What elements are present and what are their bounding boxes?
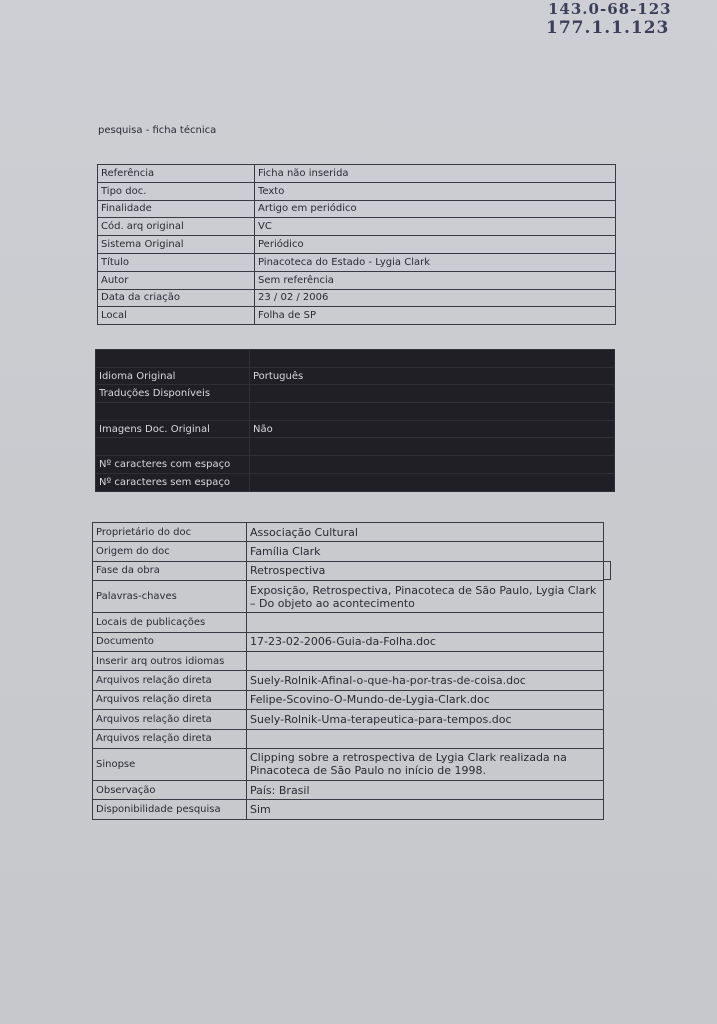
field-label: Nº caracteres com espaço: [96, 456, 250, 474]
table-row: [96, 367, 615, 385]
field-label: Origem do doc: [93, 542, 247, 561]
field-value: Ficha não inserida: [255, 165, 616, 183]
table-row: [98, 289, 616, 307]
field-value: [250, 438, 615, 456]
table-row: [93, 780, 604, 799]
table-row: [96, 438, 615, 456]
table-row: [98, 182, 616, 200]
field-value: [250, 385, 615, 403]
field-label: [96, 403, 250, 421]
table-row: [93, 542, 604, 561]
page-heading: pesquisa - ficha técnica: [98, 125, 217, 136]
field-value: Sim: [247, 800, 604, 819]
field-value: [247, 613, 604, 632]
field-value: Família Clark: [247, 542, 604, 561]
field-label: Arquivos relação direta: [93, 690, 247, 709]
table-row: [96, 350, 615, 368]
field-label: Idioma Original: [96, 367, 250, 385]
table-row: [96, 456, 615, 474]
field-label: Locais de publicações: [93, 613, 247, 632]
field-value: Texto: [255, 182, 616, 200]
field-label: Referência: [98, 165, 255, 183]
table-row: [98, 200, 616, 218]
field-label: Proprietário do doc: [93, 523, 247, 542]
field-value: [250, 473, 615, 491]
table-row: [93, 671, 604, 690]
table-row: [98, 307, 616, 325]
field-value: [250, 456, 615, 474]
table-row: [98, 271, 616, 289]
field-label: Imagens Doc. Original: [96, 420, 250, 438]
field-label: [96, 350, 250, 368]
field-value: Pinacoteca do Estado - Lygia Clark: [255, 253, 616, 271]
field-value: Periódico: [255, 236, 616, 254]
document-details-table: [92, 522, 604, 820]
field-label: Sinopse: [93, 748, 247, 780]
field-label: Arquivos relação direta: [93, 710, 247, 729]
field-label: Tipo doc.: [98, 182, 255, 200]
field-label: Data da criação: [98, 289, 255, 307]
field-label: Palavras-chaves: [93, 581, 247, 613]
table-row: [93, 523, 604, 542]
table-row: [93, 632, 604, 651]
field-label: Título: [98, 253, 255, 271]
field-value: Felipe-Scovino-O-Mundo-de-Lygia-Clark.doc: [247, 690, 604, 709]
cell-edge-mark: [604, 561, 611, 580]
reference-table: [97, 164, 616, 325]
language-table: [95, 349, 615, 492]
handwritten-code-2: 177.1.1.123: [546, 18, 670, 38]
table-row: [93, 651, 604, 670]
field-value: País: Brasil: [247, 780, 604, 799]
field-value: [247, 651, 604, 670]
table-row: [93, 690, 604, 709]
table-row: [93, 613, 604, 632]
field-value: Folha de SP: [255, 307, 616, 325]
field-value: Português: [250, 367, 615, 385]
table-row: [98, 253, 616, 271]
table-row: [93, 729, 604, 748]
field-label: Finalidade: [98, 200, 255, 218]
field-value: [247, 729, 604, 748]
table-row: [96, 473, 615, 491]
field-label: Traduções Disponíveis: [96, 385, 250, 403]
field-label: Inserir arq outros idiomas: [93, 651, 247, 670]
table-row: [98, 218, 616, 236]
field-value: [250, 350, 615, 368]
table-row: [96, 420, 615, 438]
field-label: Disponibilidade pesquisa: [93, 800, 247, 819]
field-value: Retrospectiva: [247, 561, 604, 580]
field-label: Observação: [93, 780, 247, 799]
field-label: Autor: [98, 271, 255, 289]
field-value: Artigo em periódico: [255, 200, 616, 218]
field-value: Sem referência: [255, 271, 616, 289]
field-value: Suely-Rolnik-Afinal-o-que-ha-por-tras-de-coisa.doc: [247, 671, 604, 690]
field-value: 17-23-02-2006-Guia-da-Folha.doc: [247, 632, 604, 651]
field-value: Clipping sobre a retrospectiva de Lygia Clark realizada na Pinacoteca de São Paulo no início de 1998.: [247, 748, 604, 780]
field-label: Arquivos relação direta: [93, 729, 247, 748]
field-label: Nº caracteres sem espaço: [96, 473, 250, 491]
field-value: Exposição, Retrospectiva, Pinacoteca de São Paulo, Lygia Clark – Do objeto ao acontecimento: [247, 581, 604, 613]
field-value: [250, 403, 615, 421]
table-row: [93, 710, 604, 729]
handwritten-code-1: 143.0-68-123: [548, 0, 672, 18]
field-value: Suely-Rolnik-Uma-terapeutica-para-tempos.doc: [247, 710, 604, 729]
field-value: VC: [255, 218, 616, 236]
table-row: [93, 581, 604, 613]
table-row: [93, 800, 604, 819]
table-row: [96, 403, 615, 421]
field-value: Associação Cultural: [247, 523, 604, 542]
field-label: Local: [98, 307, 255, 325]
field-label: Documento: [93, 632, 247, 651]
field-label: Arquivos relação direta: [93, 671, 247, 690]
field-label: Fase da obra: [93, 561, 247, 580]
field-label: Cód. arq original: [98, 218, 255, 236]
table-row: [93, 748, 604, 780]
field-label: Sistema Original: [98, 236, 255, 254]
field-label: [96, 438, 250, 456]
table-row: [98, 236, 616, 254]
table-row: [96, 385, 615, 403]
table-row: [93, 561, 604, 580]
field-value: Não: [250, 420, 615, 438]
table-row: [98, 165, 616, 183]
field-value: 23 / 02 / 2006: [255, 289, 616, 307]
